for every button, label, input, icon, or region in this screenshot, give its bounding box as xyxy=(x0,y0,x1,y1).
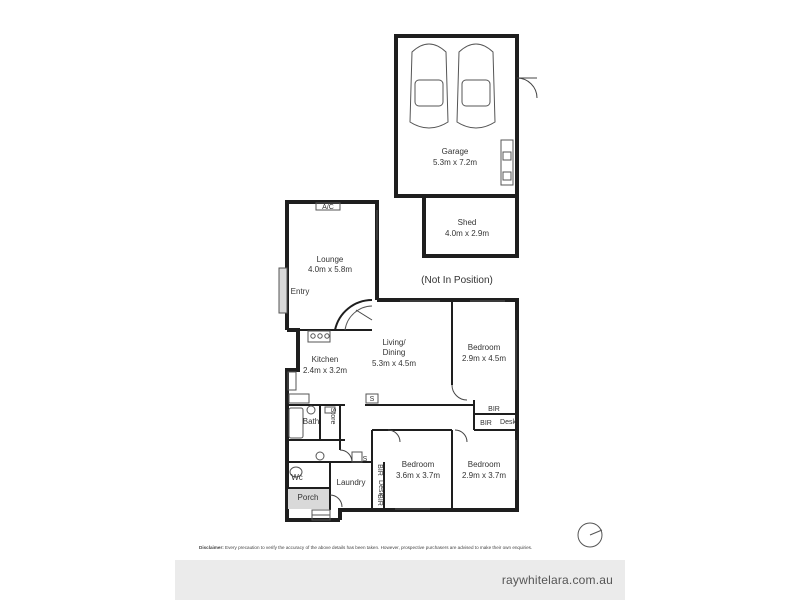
bir-label-1: BIR xyxy=(488,406,500,413)
disclaimer xyxy=(199,545,619,551)
garage-name: Garage xyxy=(441,147,469,156)
bedroom-s-name: Bedroom xyxy=(401,460,435,469)
bir-label-3: BIR xyxy=(376,464,383,476)
garage-dims: 5.3m x 7.2m xyxy=(432,158,478,167)
bedroom-se-dims: 2.9m x 3.7m xyxy=(461,471,507,480)
entry-door xyxy=(279,268,287,313)
laundry-label: Laundry xyxy=(336,478,366,487)
s-label-1: S xyxy=(369,396,375,403)
kitchen-dims: 2.4m x 3.2m xyxy=(302,366,348,375)
disclaimer-label: Disclaimer: xyxy=(199,545,224,550)
desk-label-1: Desk xyxy=(500,419,516,426)
ac-label: A/C xyxy=(322,204,334,211)
bedroom-se-name: Bedroom xyxy=(467,460,501,469)
disclaimer-text: Every precaution to verify the accuracy of the above details has been taken. However, prospective purchasers are advised to make their own enquiries. xyxy=(223,545,533,550)
car-icon xyxy=(410,44,448,128)
lounge-dims: 4.0m x 5.8m xyxy=(307,265,353,274)
footer-bar xyxy=(175,560,625,600)
kitchen-name: Kitchen xyxy=(311,355,339,364)
bedroom-ne-dims: 2.9m x 4.5m xyxy=(461,354,507,363)
store-label: Store xyxy=(329,407,336,425)
shed-name: Shed xyxy=(457,218,477,227)
footer-url[interactable]: raywhitelara.com.au xyxy=(501,573,613,587)
desk-label-2: Desk xyxy=(377,480,384,496)
living-name-2: Dining xyxy=(382,348,406,357)
shed-dims: 4.0m x 2.9m xyxy=(444,229,490,238)
bath-label: Bath xyxy=(302,417,320,426)
bedroom-s-dims: 3.6m x 3.7m xyxy=(395,471,441,480)
s-label-2: S xyxy=(362,456,368,463)
living-dims: 5.3m x 4.5m xyxy=(371,359,417,368)
wc-label: Wc xyxy=(291,473,303,482)
garage-block xyxy=(396,36,537,256)
entry-label: Entry xyxy=(290,287,310,296)
not-in-position-note: (Not In Position) xyxy=(421,275,493,286)
bir-label-4: BIR xyxy=(376,494,383,506)
compass-icon xyxy=(578,523,602,547)
porch-label: Porch xyxy=(297,493,319,502)
arch xyxy=(335,300,372,330)
bedroom-ne-name: Bedroom xyxy=(467,343,501,352)
bir-label-2: BIR xyxy=(480,420,492,427)
living-name: Living/ xyxy=(382,338,406,347)
car-icon xyxy=(457,44,495,128)
lounge-name: Lounge xyxy=(316,255,344,264)
